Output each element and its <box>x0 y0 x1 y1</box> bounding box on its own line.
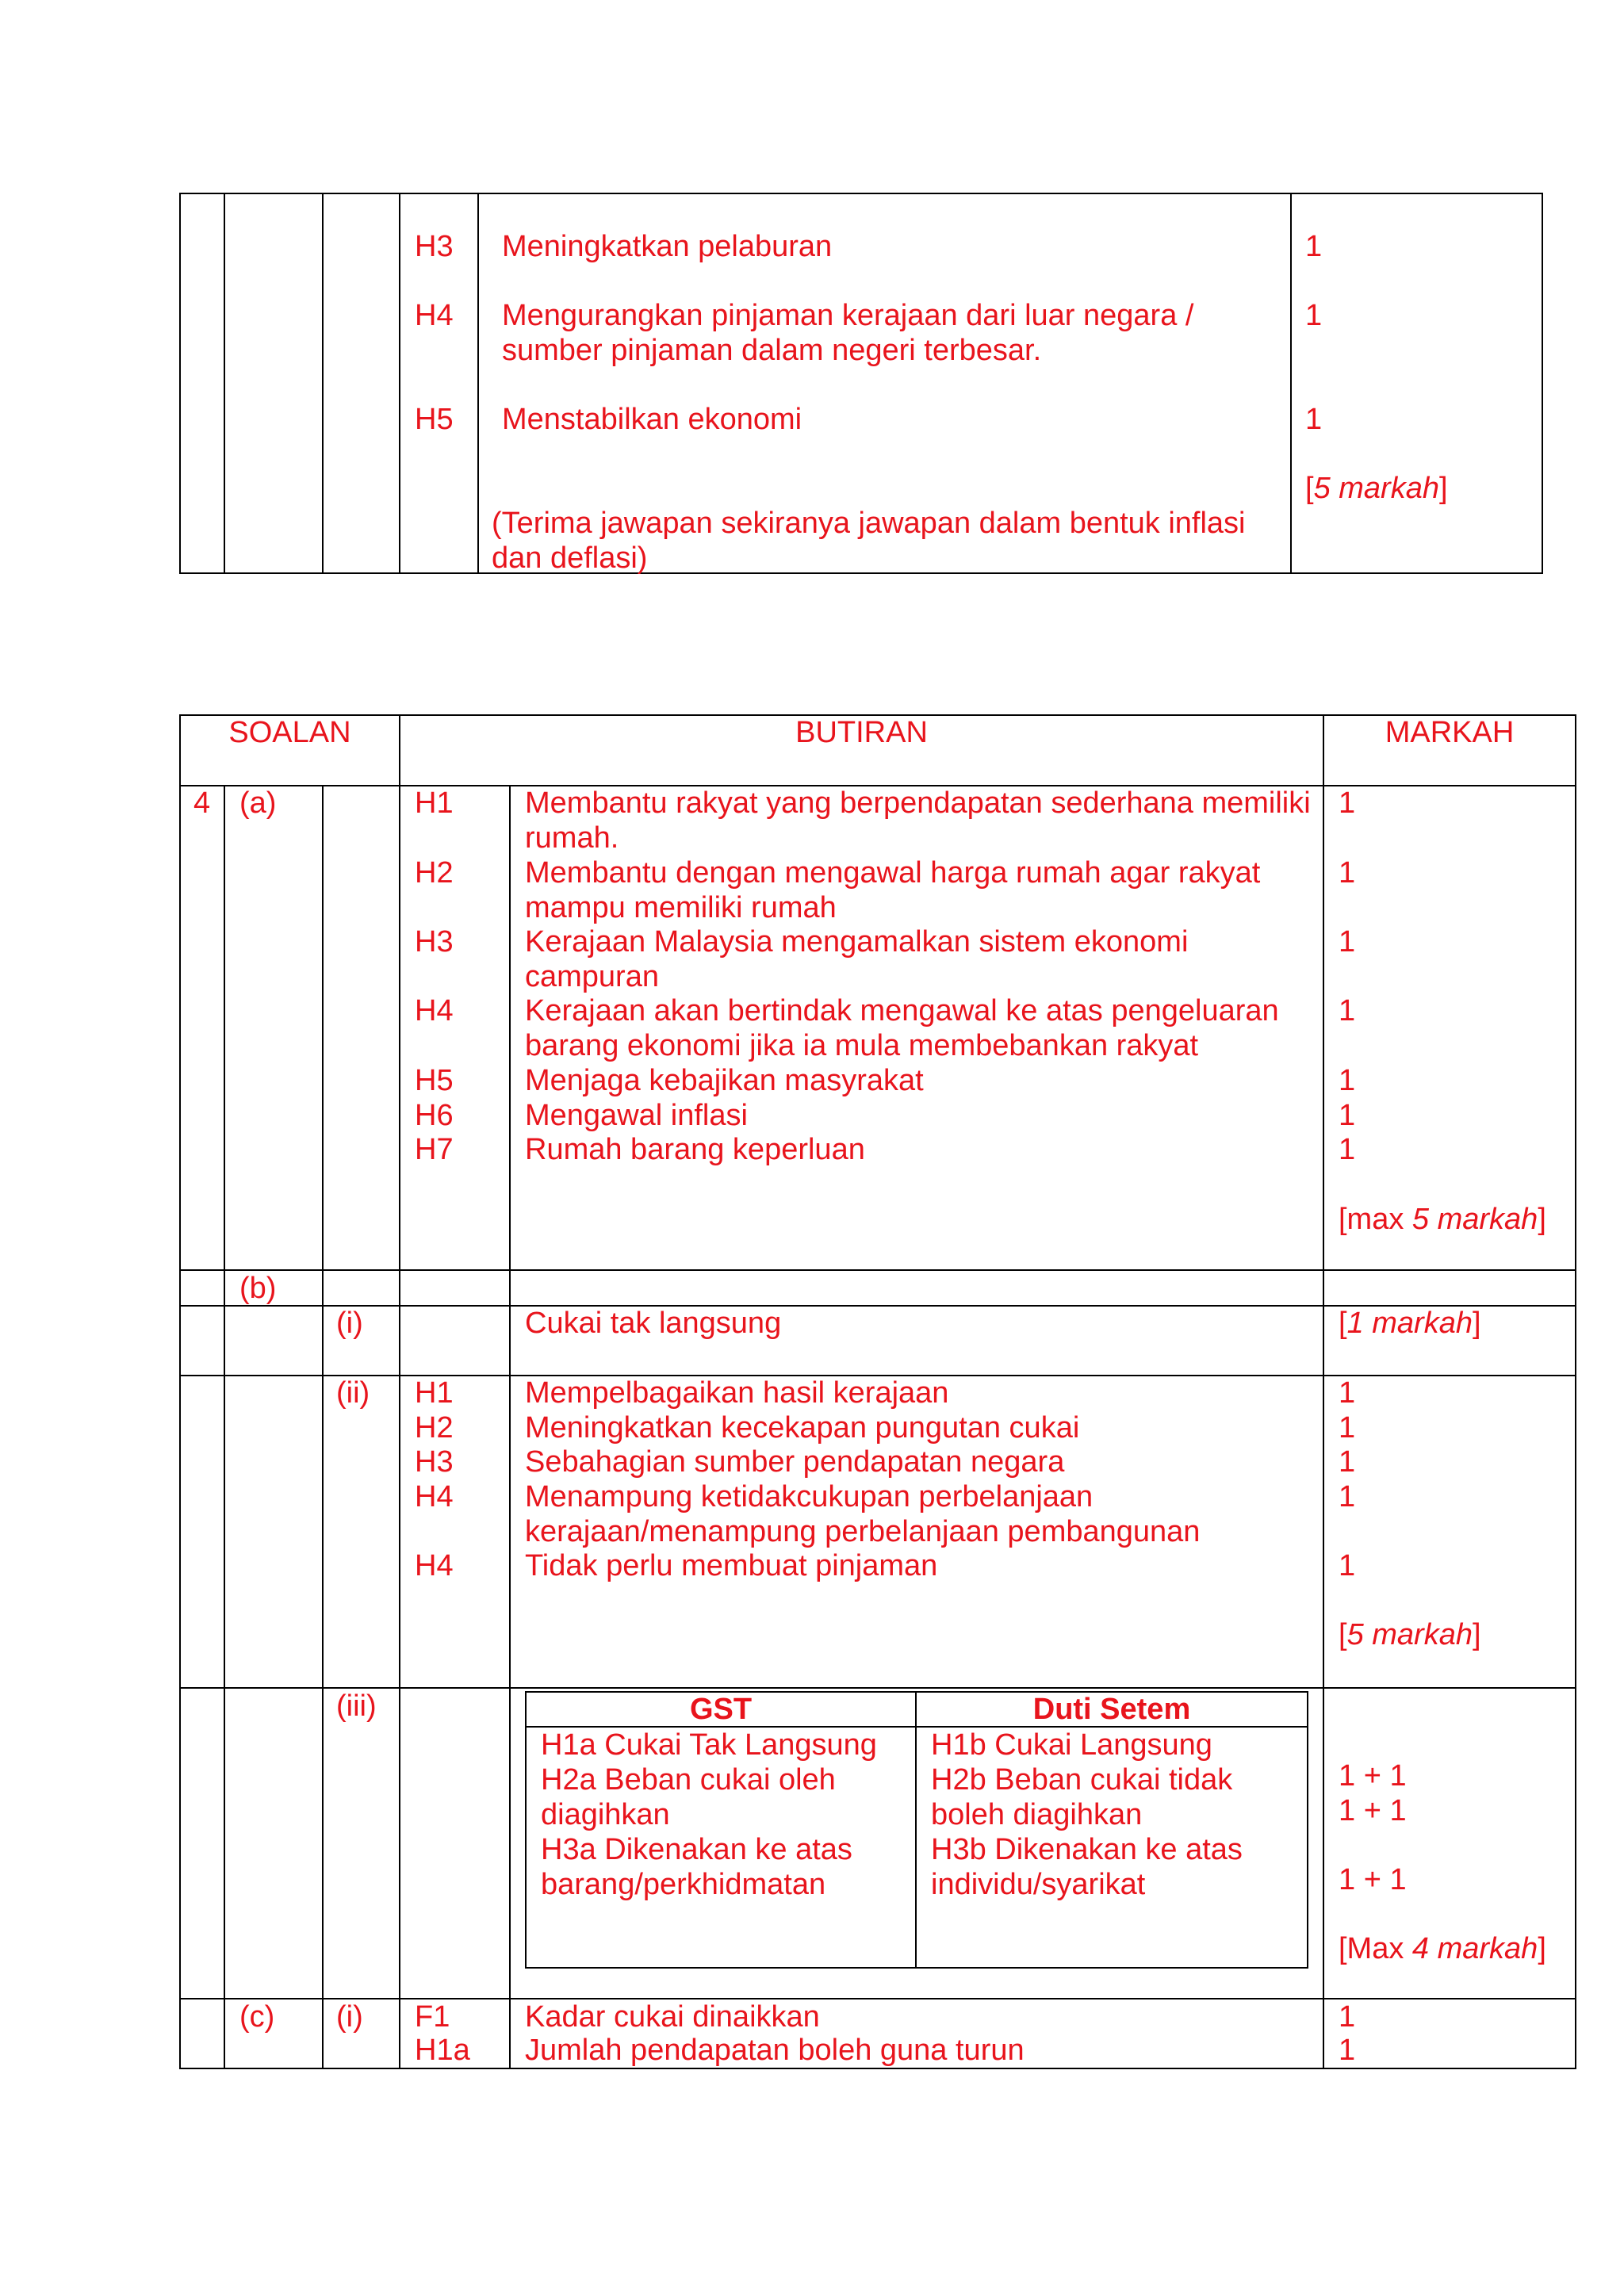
row-text: Menampung ketidakcukupan perbelanjaan <box>525 1480 1094 1513</box>
row-mark: 1 + 1 <box>1339 1759 1407 1793</box>
row-text: Jumlah pendapatan boleh guna turun <box>525 2034 1025 2067</box>
row-code: H7 <box>415 1133 454 1166</box>
row-text: Kerajaan akan bertindak mengawal ke atas pengeluaran <box>525 994 1279 1027</box>
row-mark: 1 <box>1339 2000 1356 2034</box>
row-text: rumah. <box>525 821 619 855</box>
row-mark: 1 <box>1339 1480 1356 1513</box>
row-text: Membantu dengan mengawal harga rumah agar rakyat <box>525 856 1261 890</box>
row-text: Cukai tak langsung <box>525 1307 782 1340</box>
row-text: Meningkatkan pelaburan <box>502 230 833 263</box>
row-mark: 1 <box>1339 925 1356 959</box>
header-butiran: BUTIRAN <box>795 716 928 749</box>
row-mark: 1 <box>1305 299 1323 332</box>
question-number: 4 <box>193 786 211 820</box>
row-code: H4 <box>415 1549 454 1582</box>
row-text: Kadar cukai dinaikkan <box>525 2000 820 2034</box>
comparison-cell: H1a Cukai Tak Langsung <box>541 1728 877 1762</box>
row-code: H3 <box>415 230 454 263</box>
row-code: H1 <box>415 1376 454 1410</box>
comparison-cell: H3b Dikenakan ke atas <box>931 1833 1243 1866</box>
row-code: H2 <box>415 856 454 890</box>
row-text: Mengurangkan pinjaman kerajaan dari luar negara / <box>502 299 1194 332</box>
row-mark: 1 <box>1339 1133 1356 1166</box>
row-code: H4 <box>415 994 454 1027</box>
row-code: H1 <box>415 786 454 820</box>
row-mark: 1 <box>1339 856 1356 890</box>
row-text: Sebahagian sumber pendapatan negara <box>525 1445 1065 1479</box>
comparison-cell: boleh diagihkan <box>931 1798 1143 1831</box>
row-code: F1 <box>415 2000 450 2034</box>
total-marks: [1 markah] <box>1339 1307 1481 1340</box>
part-label: (c) <box>239 2000 275 2034</box>
total-marks: [max 5 markah] <box>1339 1203 1546 1236</box>
row-text: Mengawal inflasi <box>525 1099 748 1132</box>
row-text: barang ekonomi jika ia mula membebankan rakyat <box>525 1029 1199 1062</box>
row-code: H4 <box>415 1480 454 1513</box>
total-marks: [5 markah] <box>1305 472 1448 505</box>
row-code: H1a <box>415 2034 470 2067</box>
comparison-header-gst: GST <box>689 1693 753 1726</box>
row-mark: 1 <box>1339 1376 1356 1410</box>
row-mark: 1 <box>1339 1064 1356 1097</box>
row-text: Menjaga kebajikan masyrakat <box>525 1064 924 1097</box>
row-text: Rumah barang keperluan <box>525 1133 865 1166</box>
row-code: H3 <box>415 1445 454 1479</box>
row-code: H3 <box>415 925 454 959</box>
row-mark: 1 <box>1339 1099 1356 1132</box>
row-mark: 1 <box>1339 994 1356 1027</box>
note-text: (Terima jawapan sekiranya jawapan dalam bentuk inflasi <box>492 507 1246 540</box>
row-code: H6 <box>415 1099 454 1132</box>
total-marks: [5 markah] <box>1339 1618 1481 1651</box>
row-mark: 1 + 1 <box>1339 1794 1407 1827</box>
row-code: H2 <box>415 1411 454 1445</box>
header-soalan: SOALAN <box>228 716 351 749</box>
subpart-label: (ii) <box>336 1376 370 1410</box>
row-text: mampu memiliki rumah <box>525 891 837 924</box>
row-code: H4 <box>415 299 454 332</box>
row-mark: 1 <box>1305 230 1323 263</box>
part-label: (a) <box>239 786 277 820</box>
row-mark: 1 <box>1339 2034 1356 2067</box>
row-mark: 1 + 1 <box>1339 1863 1407 1896</box>
comparison-cell: H3a Dikenakan ke atas <box>541 1833 852 1866</box>
comparison-cell: barang/perkhidmatan <box>541 1868 826 1901</box>
row-text: Membantu rakyat yang berpendapatan sederhana memiliki <box>525 786 1311 820</box>
row-text: sumber pinjaman dalam negeri terbesar. <box>502 334 1042 367</box>
row-text: Tidak perlu membuat pinjaman <box>525 1549 938 1582</box>
comparison-cell: H1b Cukai Langsung <box>931 1728 1212 1762</box>
row-text: Meningkatkan kecekapan pungutan cukai <box>525 1411 1080 1445</box>
row-mark: 1 <box>1339 1445 1356 1479</box>
row-text: Mempelbagaikan hasil kerajaan <box>525 1376 949 1410</box>
row-mark: 1 <box>1339 1411 1356 1445</box>
note-text: dan deflasi) <box>492 541 648 575</box>
row-mark: 1 <box>1339 1549 1356 1582</box>
row-mark: 1 <box>1305 403 1323 436</box>
comparison-header-duti-setem: Duti Setem <box>1032 1693 1191 1726</box>
row-code: H5 <box>415 403 454 436</box>
subpart-label: (i) <box>336 2000 363 2034</box>
comparison-cell: individu/syarikat <box>931 1868 1146 1901</box>
header-markah: MARKAH <box>1385 716 1515 749</box>
row-mark: 1 <box>1339 786 1356 820</box>
part-label: (b) <box>239 1272 277 1305</box>
row-text: Kerajaan Malaysia mengamalkan sistem ekonomi <box>525 925 1189 959</box>
row-text: Menstabilkan ekonomi <box>502 403 802 436</box>
comparison-cell: H2b Beban cukai tidak <box>931 1763 1233 1797</box>
total-marks: [Max 4 markah] <box>1339 1932 1546 1965</box>
row-text: campuran <box>525 960 659 993</box>
row-text: kerajaan/menampung perbelanjaan pembangunan <box>525 1515 1201 1548</box>
comparison-cell: diagihkan <box>541 1798 670 1831</box>
comparison-cell: H2a Beban cukai oleh <box>541 1763 836 1797</box>
row-code: H5 <box>415 1064 454 1097</box>
subpart-label: (iii) <box>336 1689 377 1723</box>
subpart-label: (i) <box>336 1307 363 1340</box>
